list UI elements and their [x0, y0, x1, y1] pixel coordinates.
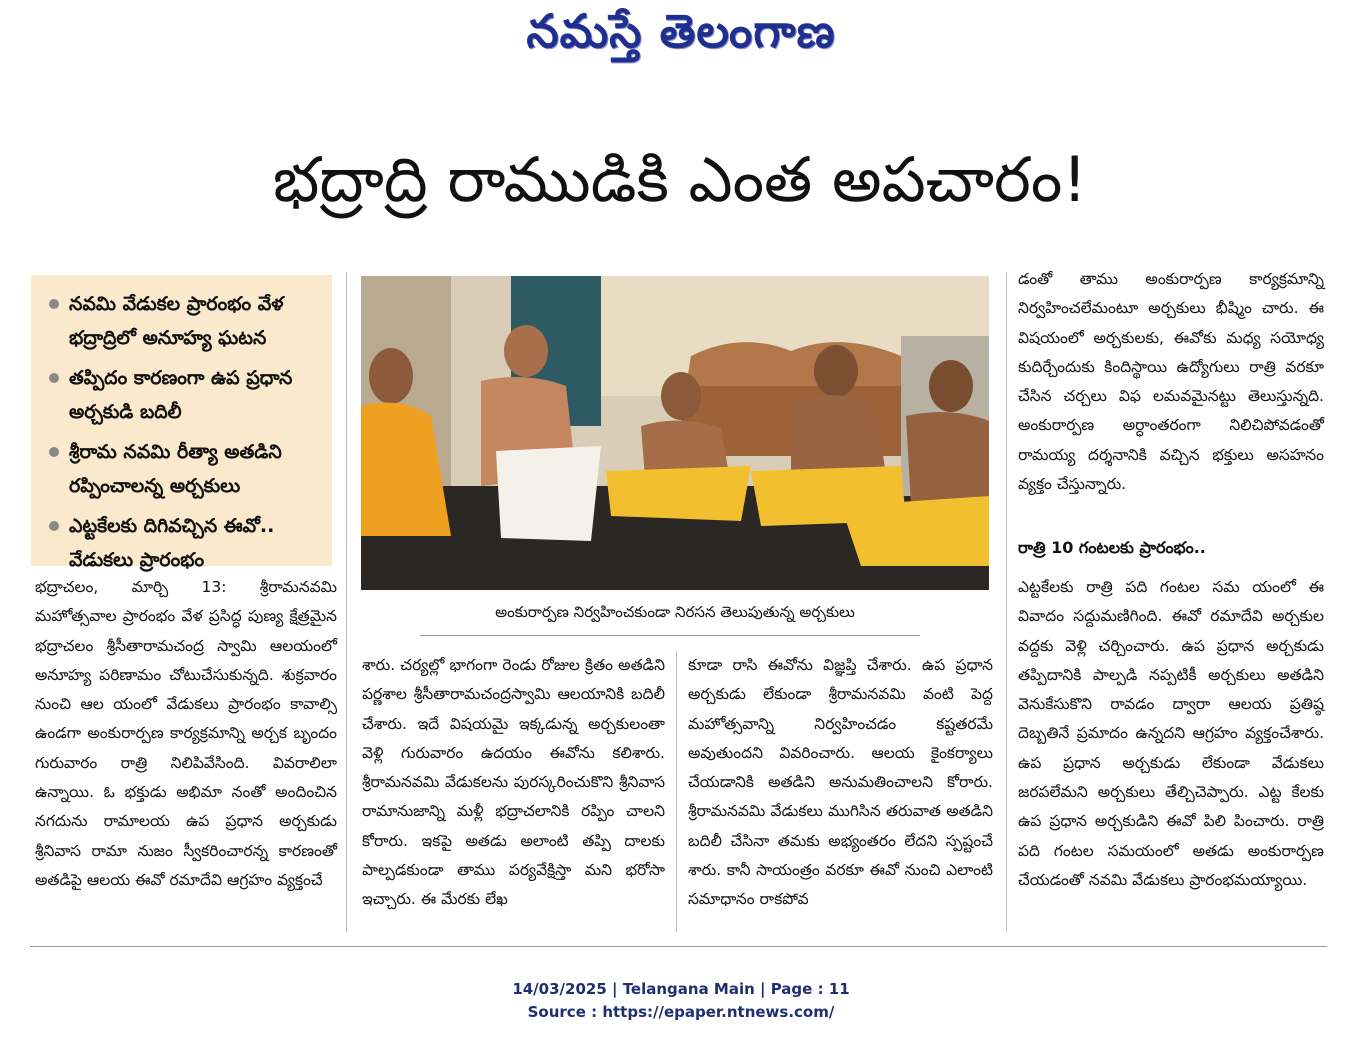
bullet-icon — [49, 299, 59, 309]
headline: భద్రాద్రి రాముడికి ఎంత అపచారం! — [272, 143, 1088, 216]
article-column-4: డంతో తాము అంకురార్పణ కార్యక్రమాన్ని నిర్వహించలేమంటూ అర్చకులు భీష్మిం చారు. ఈ విషయంలో అర్చకులకు, ఈవోకు మధ్య సయోధ్య కుదిర్చేందుకు కిందిస్థాయి ఉద్యోగులు రాత్రి వరకూ చేసిన చర్చలు విఫ లమవమైనట్టు తెలుస్తున్నది. అంకురార్పణ అర్ధాంతరంగా నిలిచిపోవడంతో రామయ్య దర్శనానికి వచ్చిన భక్తులు అసహనం వ్యక్తం చేస్తున్నారు. — [1018, 270, 1324, 494]
column-divider — [346, 272, 347, 932]
caption-divider — [420, 635, 920, 636]
section-subheading: రాత్రి 10 గంటలకు ప్రారంభం.. — [1018, 538, 1206, 557]
highlight-text: శ్రీరామ నవమి రీత్యా అతడిని రప్పించాలన్న అర్చకులు — [69, 441, 282, 497]
footer-divider — [30, 946, 1327, 947]
article-column-2: శారు. చర్యల్లో భాగంగా రెండు రోజుల క్రితం అతడిని పర్ణశాల శ్రీసీతారామచంద్రస్వామి ఆలయానికి బదిలీ చేశారు. ఇదే విషయమై ఇక్కడున్న అర్చకులంతా వెళ్లి గురువారం ఉదయం ఈవోను కలిశారు. శ్రీరామనవమి వేడుకలను పురస్కరించుకొని శ్రీనివాస రామానుజాన్ని మళ్లీ భద్రాచలానికి రప్పిం చాలని కోరారు. ఇకపై అతడు అలాంటి తప్పి దాలకు పాల్పడకుండా తాము పర్యవేక్షిస్తా మని భరోసా ఇచ్చారు. ఈ మేరకు లేఖ — [362, 656, 665, 909]
highlight-text: ఎట్టకేలకు దిగివచ్చిన ఈవో.. వేడుకలు ప్రారంభం — [69, 515, 275, 571]
bullet-icon — [49, 447, 59, 457]
highlights-box — [31, 275, 332, 571]
photo-caption: అంకురార్పణ నిర్వహించకుండా నిరసన తెలుపుతున్న అర్చకులు — [495, 603, 855, 621]
highlight-text: నవమి వేడుకల ప్రారంభం వేళ భద్రాద్రిలో అనూహ్య ఘటన — [69, 293, 284, 349]
highlight-item — [49, 361, 322, 429]
highlight-item — [49, 287, 322, 355]
article-column-4-continued: ఎట్టకేలకు రాత్రి పది గంటల సమ యంలో ఈ వివాదం సద్దుమణిగింది. ఈవో రమాదేవి అర్చకుల వద్దకు వెళ్లి చర్చించారు. ఉప ప్రధాన అర్చకుడు తప్పిదానికి పాల్పడి నప్పటికీ అర్చకులు అతడిని వెనుకేసుకొని రావడం ద్వారా ఆలయ ప్రతిష్ఠ దెబ్బతినే ప్రమాదం ఉన్నదని ఆగ్రహం వ్యక్తంచేశారు. ఉప ప్రధాన అర్చకుడు లేకుండా వేడుకలు జరపలేమని అర్చకులు తేల్చిచెప్పారు. ఎట్ట కేలకు ఉప ప్రధాన అర్చకుడిని ఈవో పిలి పించారు. రాత్రి పది గంటల సమయంలో అతడు అంకురార్పణ చేయడంతో నవమి వేడుకలు ప్రారంభమయ్యాయి. — [1018, 578, 1324, 889]
bullet-icon — [49, 373, 59, 383]
footer-edition-info: 14/03/2025 | Telangana Main | Page : 11 — [512, 980, 850, 998]
masthead-logo: నమస్తే తెలంగాణ — [526, 4, 836, 58]
highlight-text: తప్పిదం కారణంగా ఉప ప్రధాన అర్చకుడి బదిలీ — [69, 367, 293, 423]
footer-source-link[interactable]: Source : https://epaper.ntnews.com/ — [527, 1003, 835, 1021]
column-divider — [1006, 272, 1007, 932]
article-column-1: భద్రాచలం, మార్చి 13: శ్రీరామనవమి మహోత్సవాల ప్రారంభం వేళ ప్రసిద్ధ పుణ్య క్షేత్రమైన భద్రాచలం శ్రీసీతారామచంద్ర స్వామి ఆలయంలో అనూహ్య పరిణామం చోటుచేసుకున్నది. శుక్రవారం నుంచి ఆల యంలో వేడుకలు ప్రారంభం కావాల్సి ఉండగా అంకురార్పణ కార్యక్రమాన్ని అర్చక బృందం గురువారం రాత్రి నిలిపివేసింది. వివరాలిలా ఉన్నాయి. ఓ భక్తుడు అభిమా నంతో అందించిన నగదును రామాలయ ఉప ప్రధాన అర్చకుడు శ్రీనివాస రామా నుజం స్వీకరించారన్న కారణంతో అతడిపై ఆలయ ఈవో రమాదేవి ఆగ్రహం వ్యక్తంచే — [35, 578, 337, 889]
column-divider — [676, 651, 677, 932]
highlight-item — [49, 435, 322, 503]
highlight-item — [49, 509, 322, 577]
article-column-3: కూడా రాసి ఈవోను విజ్ఞప్తి చేశారు. ఉప ప్రధాన అర్చకుడు లేకుండా శ్రీరామనవమి వంటి పెద్ద మహోత్సవాన్ని నిర్వహించడం కష్టతరమే అవుతుందని వివరించారు. ఆలయ కైంకర్యాలు చేయడానికి అతడిని అనుమతించాలని కోరారు. శ్రీరామనవమి వేడుకలు ముగిసిన తరువాత అతడిని బదిలీ చేసినా తమకు అభ్యంతరం లేదని స్పష్టంచే శారు. కానీ సాయంత్రం వరకూ ఈవో నుంచి ఎలాంటి సమాధానం రాకపోవ — [688, 656, 993, 909]
bullet-icon — [49, 521, 59, 531]
news-photo — [361, 276, 989, 590]
